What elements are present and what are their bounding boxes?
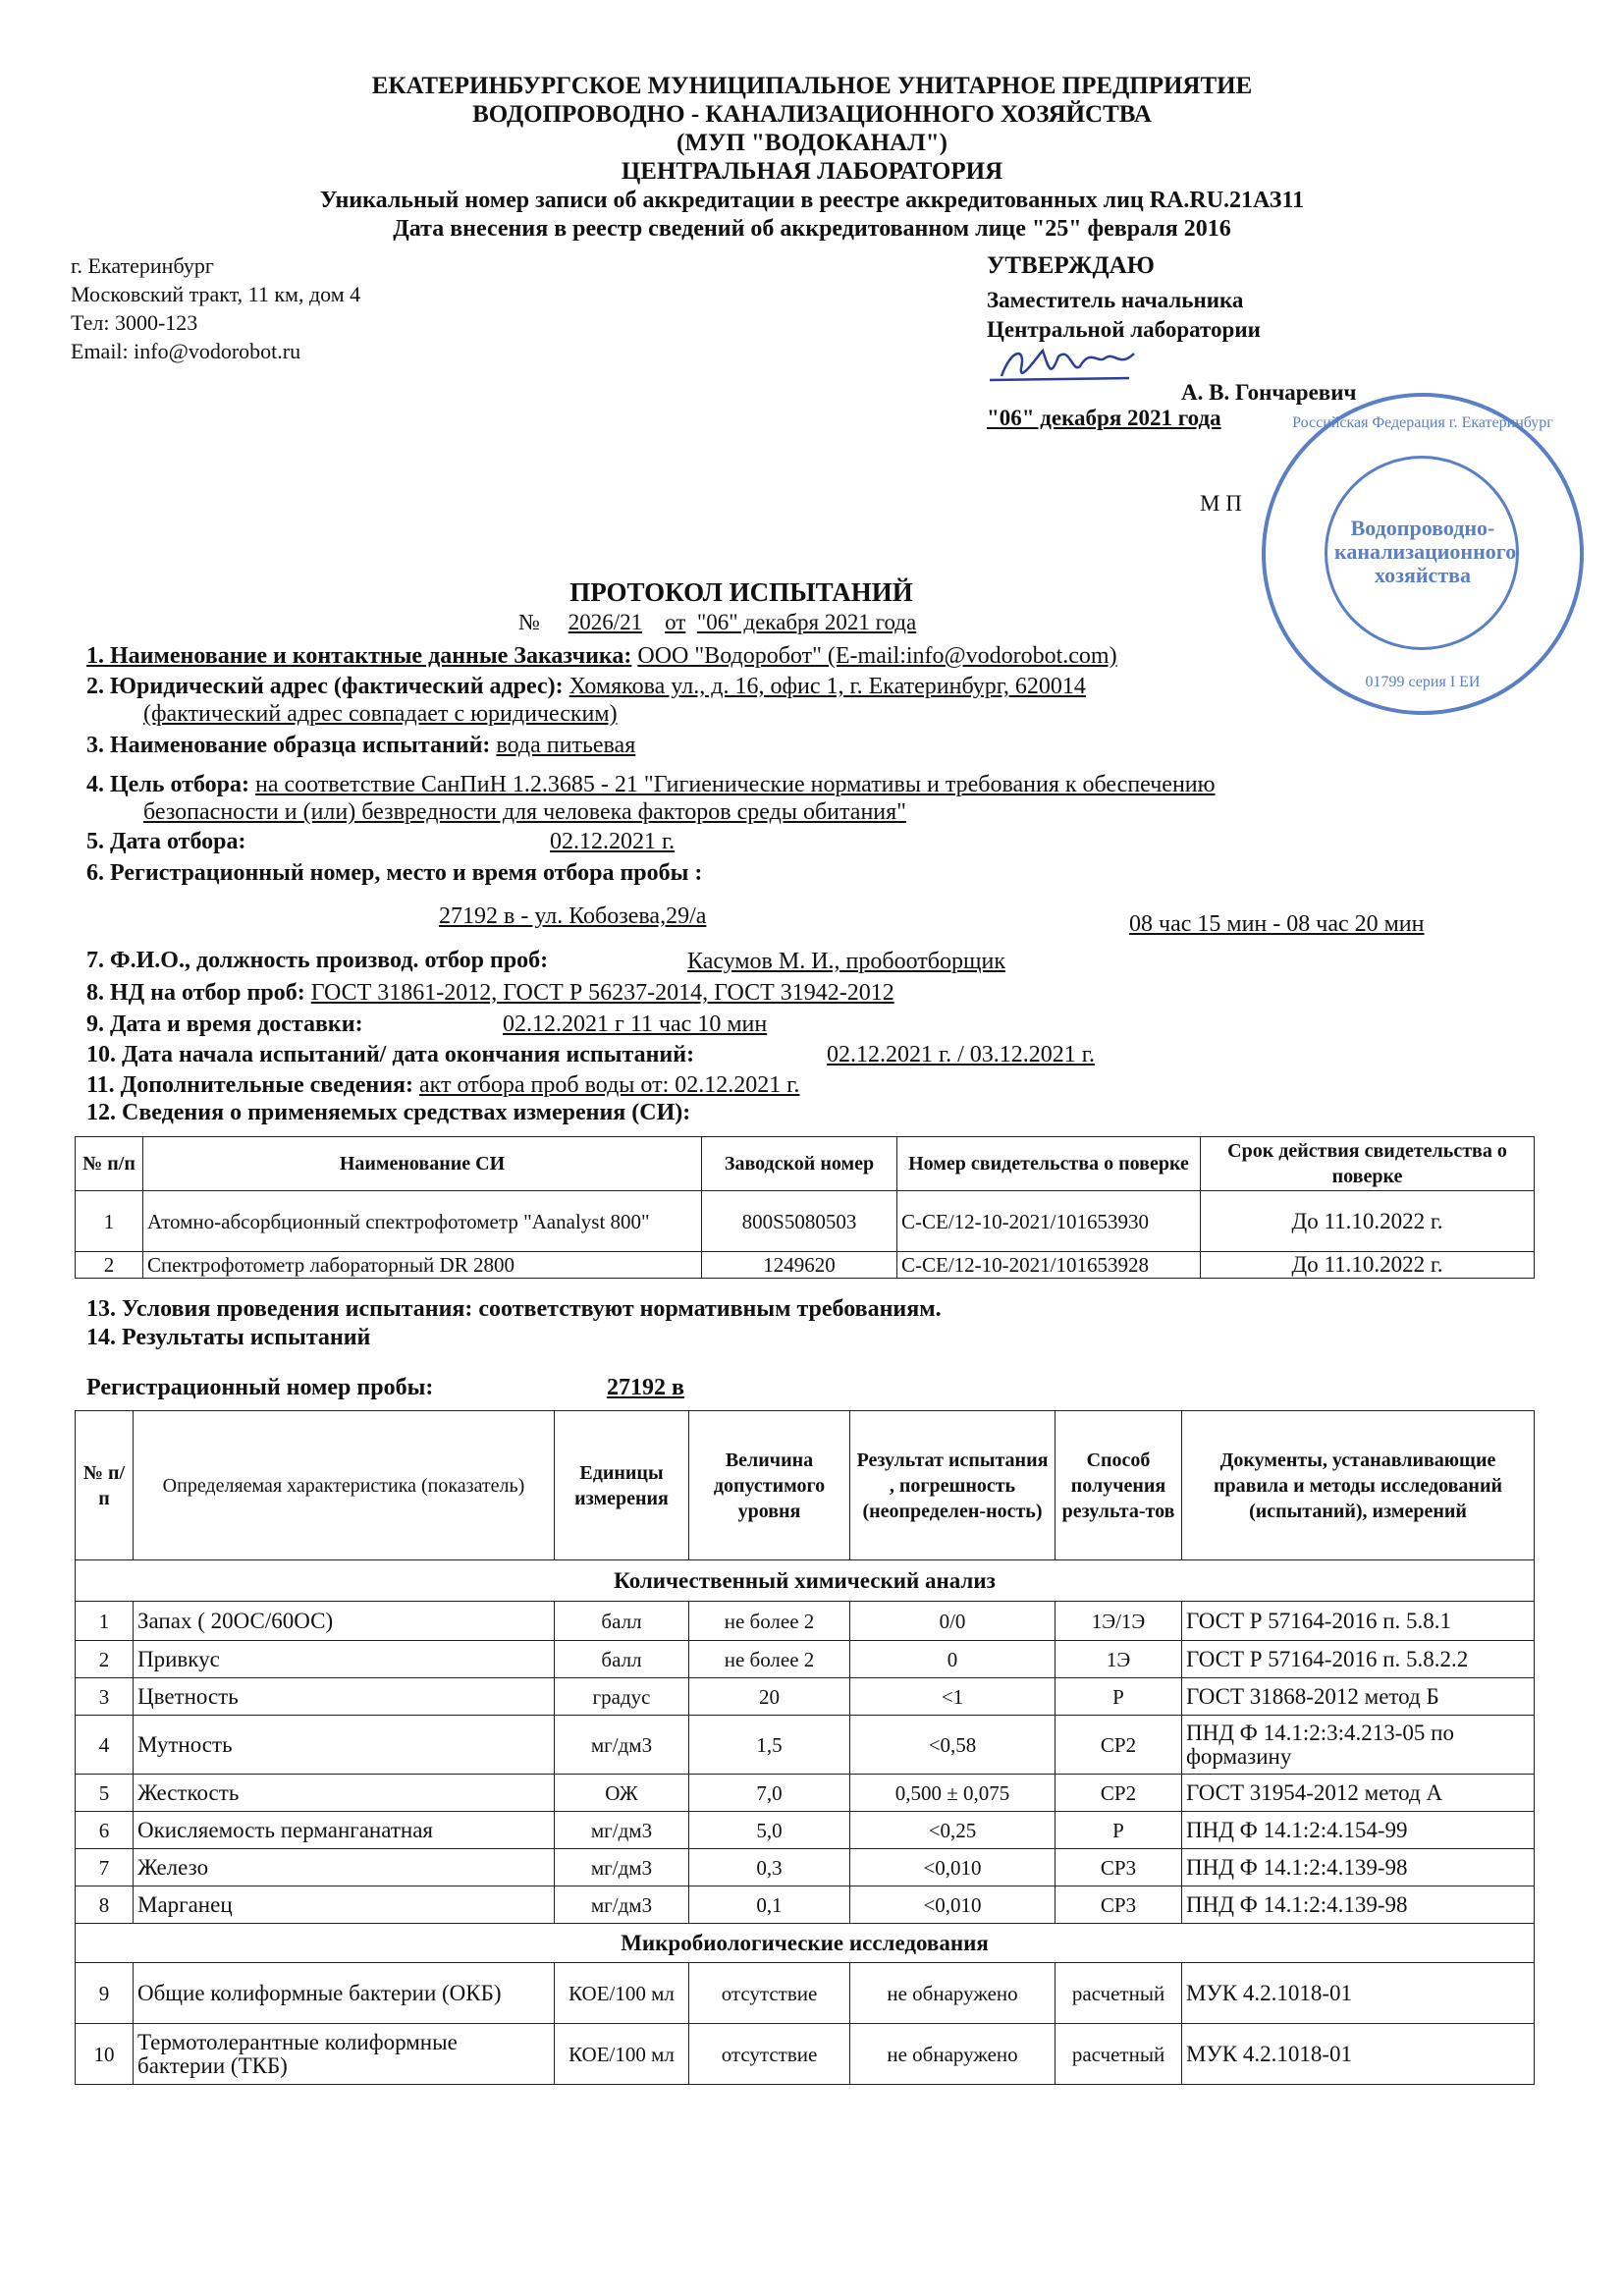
- si-cell: 800S5080503: [702, 1191, 897, 1252]
- chemical-rows: [76, 1602, 1535, 1924]
- item-5: [86, 829, 245, 855]
- result-cell: ГОСТ Р 57164-2016 п. 5.8.1: [1182, 1602, 1535, 1641]
- item-3: [86, 733, 635, 759]
- result-cell: 1: [76, 1602, 134, 1641]
- result-cell: 3: [76, 1678, 134, 1716]
- result-cell: 8: [76, 1886, 134, 1924]
- org-name-line2: ВОДОПРОВОДНО - КАНАЛИЗАЦИОННОГО ХОЗЯЙСТВА: [472, 101, 1152, 128]
- result-cell: Окисляемость перманганатная: [134, 1812, 555, 1849]
- item-10-value: 02.12.2021 г. / 03.12.2021 г.: [827, 1042, 1095, 1067]
- reg-number-label: Регистрационный номер пробы:: [86, 1375, 434, 1400]
- table-row: [76, 1602, 1535, 1641]
- item-2-note: (фактический адрес совпадает с юридическим): [143, 701, 618, 727]
- result-cell: 9: [76, 1963, 134, 2024]
- results-table: [75, 1410, 1535, 2085]
- table-row: [76, 2024, 1535, 2085]
- result-cell: расчетный: [1056, 1963, 1182, 2024]
- table-row: [76, 1963, 1535, 2024]
- item-8: [86, 980, 894, 1007]
- res-header-documents: Документы, устанавливающие правила и методы исследований (испытаний), измерений: [1182, 1411, 1535, 1560]
- result-cell: СР3: [1056, 1849, 1182, 1886]
- item-12-label: 12. Сведения о применяемых средствах измерения (СИ):: [86, 1100, 691, 1125]
- result-cell: Общие колиформные бактерии (ОКБ): [134, 1963, 555, 2024]
- result-cell: КОЕ/100 мл: [555, 1963, 689, 2024]
- result-cell: балл: [555, 1641, 689, 1678]
- item-4-value: на соответствие СанПиН 1.2.3685 - 21 "Гигиенические нормативы и требования к обеспечению: [254, 772, 1216, 797]
- approval-title: УТВЕРЖДАЮ: [987, 252, 1155, 279]
- item-14-label: 14. Результаты испытаний: [86, 1325, 371, 1350]
- result-cell: Железо: [134, 1849, 555, 1886]
- measuring-instruments-table: [75, 1136, 1535, 1279]
- res-header-method: Способ получения результа-тов: [1056, 1411, 1182, 1560]
- result-cell: не более 2: [689, 1602, 850, 1641]
- table-header-row: [76, 1137, 1535, 1191]
- result-cell: мг/дм3: [555, 1716, 689, 1775]
- result-cell: <0,25: [850, 1812, 1056, 1849]
- result-cell: ОЖ: [555, 1775, 689, 1812]
- result-cell: Р: [1056, 1812, 1182, 1849]
- result-cell: 0,500 ± 0,075: [850, 1775, 1056, 1812]
- result-cell: отсутствие: [689, 2024, 850, 2085]
- org-name-line1: ЕКАТЕРИНБУРГСКОЕ МУНИЦИПАЛЬНОЕ УНИТАРНОЕ ПРЕДПРИЯТИЕ: [371, 73, 1253, 99]
- from-label: от: [665, 610, 686, 634]
- item-3-label: 3. Наименование образца испытаний:: [86, 733, 491, 758]
- si-header-num: № п/п: [76, 1137, 143, 1191]
- item-11-value: акт отбора проб воды от: 02.12.2021 г.: [419, 1072, 800, 1098]
- section-chemical: Количественный химический анализ: [76, 1560, 1535, 1602]
- result-cell: Цветность: [134, 1678, 555, 1716]
- result-cell: 0/0: [850, 1602, 1056, 1641]
- si-cell: Атомно-абсорбционный спектрофотометр "Aanalyst 800": [143, 1191, 702, 1252]
- approval-position2: Центральной лаборатории: [987, 317, 1261, 342]
- address-street: Московский тракт, 11 км, дом 4: [71, 282, 361, 306]
- result-cell: не более 2: [689, 1641, 850, 1678]
- si-header-serial: Заводской номер: [702, 1137, 897, 1191]
- result-cell: ПНД Ф 14.1:2:4.139-98: [1182, 1886, 1535, 1924]
- item-5-label: 5. Дата отбора:: [86, 829, 246, 854]
- si-cell: С-СЕ/12-10-2021/101653930: [897, 1191, 1201, 1252]
- result-cell: не обнаружено: [850, 2024, 1056, 2085]
- si-header-validity: Срок действия свидетельства о поверке: [1201, 1137, 1535, 1191]
- approval-date: "06" декабря 2021 года: [987, 406, 1221, 430]
- result-cell: СР3: [1056, 1886, 1182, 1924]
- si-cell: С-СЕ/12-10-2021/101653928: [897, 1252, 1201, 1279]
- result-cell: 10: [76, 2024, 134, 2085]
- item-7-value: Касумов М. И., пробоотборщик: [687, 949, 1005, 974]
- result-cell: Привкус: [134, 1641, 555, 1678]
- address-email: Email: info@vodorobot.ru: [71, 339, 301, 363]
- res-header-characteristic: Определяемая характеристика (показатель): [134, 1411, 555, 1560]
- accreditation-date: Дата внесения в реестр сведений об аккредитованном лице "25" февраля 2016: [393, 216, 1231, 242]
- table-row: [76, 1252, 1535, 1279]
- result-cell: 0,3: [689, 1849, 850, 1886]
- item-1-value: ООО "Водоробот" (E-mail:info@vodorobot.com): [637, 643, 1117, 669]
- microbiology-rows: [76, 1963, 1535, 2085]
- si-cell: До 11.10.2022 г.: [1201, 1191, 1535, 1252]
- item-5-value: 02.12.2021 г.: [550, 829, 676, 854]
- result-cell: СР2: [1056, 1716, 1182, 1775]
- result-cell: ГОСТ 31868-2012 метод Б: [1182, 1678, 1535, 1716]
- result-cell: ПНД Ф 14.1:2:3:4.213-05 по формазину: [1182, 1716, 1535, 1775]
- item-7-label: 7. Ф.И.О., должность производ. отбор проб:: [86, 948, 549, 973]
- result-cell: Марганец: [134, 1886, 555, 1924]
- lab-name: ЦЕНТРАЛЬНАЯ ЛАБОРАТОРИЯ: [621, 158, 1003, 185]
- item-4: [86, 772, 1216, 798]
- address-phone: Тел: 3000-123: [71, 310, 198, 335]
- result-cell: Жесткость: [134, 1775, 555, 1812]
- si-header-name: Наименование СИ: [143, 1137, 702, 1191]
- item-6-time: 08 час 15 мин - 08 час 20 мин: [1129, 911, 1425, 937]
- result-cell: Мутность: [134, 1716, 555, 1775]
- item-13-label: 13. Условия проведения испытания: соответствуют нормативным требованиям.: [86, 1296, 942, 1322]
- result-cell: отсутствие: [689, 1963, 850, 2024]
- item-9-label: 9. Дата и время доставки:: [86, 1011, 363, 1037]
- si-header-cert: Номер свидетельства о поверке: [897, 1137, 1201, 1191]
- res-header-units: Единицы измерения: [555, 1411, 689, 1560]
- approver-name: А. В. Гончаревич: [1181, 380, 1357, 405]
- stamp-ring-bottom: 01799 серия I ЕИ: [1365, 674, 1481, 690]
- result-cell: Термотолерантные колиформные бактерии (ТКБ): [134, 2024, 555, 2085]
- org-name-line3: (МУП "ВОДОКАНАЛ"): [677, 130, 947, 156]
- result-cell: <0,58: [850, 1716, 1056, 1775]
- si-cell: 2: [76, 1252, 143, 1279]
- result-cell: 0,1: [689, 1886, 850, 1924]
- approval-position1: Заместитель начальника: [987, 288, 1244, 312]
- result-cell: ПНД Ф 14.1:2:4.139-98: [1182, 1849, 1535, 1886]
- mp-label: М П: [1200, 491, 1242, 516]
- organization-stamp: [1262, 393, 1584, 715]
- si-cell: 1249620: [702, 1252, 897, 1279]
- result-cell: 7: [76, 1849, 134, 1886]
- item-9-value: 02.12.2021 г 11 час 10 мин: [503, 1011, 768, 1037]
- item-2-label: 2. Юридический адрес (фактический адрес):: [86, 674, 564, 699]
- result-cell: 1Э/1Э: [1056, 1602, 1182, 1641]
- result-cell: 20: [689, 1678, 850, 1716]
- protocol-title: ПРОТОКОЛ ИСПЫТАНИЙ: [569, 577, 913, 607]
- result-cell: градус: [555, 1678, 689, 1716]
- result-cell: 6: [76, 1812, 134, 1849]
- item-2: [86, 674, 1086, 700]
- stamp-ring-top: Российская Федерация г. Екатеринбург: [1292, 414, 1553, 431]
- result-cell: 1,5: [689, 1716, 850, 1775]
- res-header-limit: Величина допустимого уровня: [689, 1411, 850, 1560]
- section-microbiology: Микробиологические исследования: [76, 1924, 1535, 1963]
- table-row: [76, 1849, 1535, 1886]
- protocol-number-line: [518, 609, 916, 635]
- result-cell: Запах ( 20ОС/60ОС): [134, 1602, 555, 1641]
- item-1-label: 1. Наименование и контактные данные Заказчика:: [86, 643, 632, 669]
- result-cell: 5,0: [689, 1812, 850, 1849]
- item-8-label: 8. НД на отбор проб:: [86, 980, 305, 1006]
- section-row: [76, 1924, 1535, 1963]
- accreditation-number: Уникальный номер записи об аккредитации в реестре аккредитованных лиц RA.RU.21АЗ11: [319, 188, 1305, 213]
- result-cell: 1Э: [1056, 1641, 1182, 1678]
- item-10-label: 10. Дата начала испытаний/ дата окончания испытаний:: [86, 1042, 695, 1067]
- result-cell: мг/дм3: [555, 1812, 689, 1849]
- result-cell: ПНД Ф 14.1:2:4.154-99: [1182, 1812, 1535, 1849]
- si-cell: Спектрофотометр лабораторный DR 2800: [143, 1252, 702, 1279]
- result-cell: 5: [76, 1775, 134, 1812]
- result-cell: балл: [555, 1602, 689, 1641]
- res-header-result: Результат испытания , погрешность (неопределен-ность): [850, 1411, 1056, 1560]
- table-row: [76, 1716, 1535, 1775]
- signature-image: [982, 339, 1149, 398]
- item-6-label: 6. Регистрационный номер, место и время отбора пробы :: [86, 860, 703, 886]
- protocol-number: 2026/21: [568, 610, 643, 634]
- result-cell: расчетный: [1056, 2024, 1182, 2085]
- item-8-value: ГОСТ 31861-2012, ГОСТ Р 56237-2014, ГОСТ 31942-2012: [310, 980, 894, 1006]
- table-row: [76, 1886, 1535, 1924]
- result-cell: КОЕ/100 мл: [555, 2024, 689, 2085]
- result-cell: 4: [76, 1716, 134, 1775]
- table-row: [76, 1812, 1535, 1849]
- stamp-center-text: Водопроводно-канализационного хозяйства: [1334, 516, 1517, 587]
- number-label: №: [518, 610, 540, 634]
- item-4-value-cont: безопасности и (или) безвредности для человека факторов среды обитания": [143, 799, 906, 825]
- item-4-label: 4. Цель отбора:: [86, 772, 249, 797]
- result-cell: ГОСТ Р 57164-2016 п. 5.8.2.2: [1182, 1641, 1535, 1678]
- result-cell: ГОСТ 31954-2012 метод А: [1182, 1775, 1535, 1812]
- result-cell: Р: [1056, 1678, 1182, 1716]
- res-header-num: № п/п: [76, 1411, 134, 1560]
- result-cell: СР2: [1056, 1775, 1182, 1812]
- section-row: [76, 1560, 1535, 1602]
- result-cell: МУК 4.2.1018-01: [1182, 2024, 1535, 2085]
- result-cell: мг/дм3: [555, 1849, 689, 1886]
- item-7: [86, 948, 548, 974]
- result-cell: мг/дм3: [555, 1886, 689, 1924]
- item-11-label: 11. Дополнительные сведения:: [86, 1072, 414, 1098]
- table-row: [76, 1191, 1535, 1252]
- protocol-date: "06" декабря 2021 года: [696, 610, 917, 634]
- item-3-value: вода питьевая: [496, 733, 636, 758]
- table-row: [76, 1775, 1535, 1812]
- item-9: [86, 1011, 363, 1038]
- si-cell: До 11.10.2022 г.: [1201, 1252, 1535, 1279]
- result-cell: <0,010: [850, 1849, 1056, 1886]
- table-row: [76, 1641, 1535, 1678]
- table-row: [76, 1678, 1535, 1716]
- result-cell: <0,010: [850, 1886, 1056, 1924]
- result-cell: 2: [76, 1641, 134, 1678]
- item-2-value: Хомякова ул., д. 16, офис 1, г. Екатеринбург, 620014: [568, 674, 1086, 699]
- reg-number-value: 27192 в: [607, 1375, 684, 1400]
- result-cell: 0: [850, 1641, 1056, 1678]
- item-11: [86, 1072, 799, 1099]
- result-cell: <1: [850, 1678, 1056, 1716]
- si-cell: 1: [76, 1191, 143, 1252]
- table-header-row: [76, 1411, 1535, 1560]
- result-cell: 7,0: [689, 1775, 850, 1812]
- item-1: [86, 643, 1117, 670]
- result-cell: не обнаружено: [850, 1963, 1056, 2024]
- result-cell: МУК 4.2.1018-01: [1182, 1963, 1535, 2024]
- item-10: [86, 1042, 694, 1068]
- address-city: г. Екатеринбург: [71, 253, 214, 278]
- item-6-number: 27192 в - ул. Кобозева,29/а: [439, 903, 707, 929]
